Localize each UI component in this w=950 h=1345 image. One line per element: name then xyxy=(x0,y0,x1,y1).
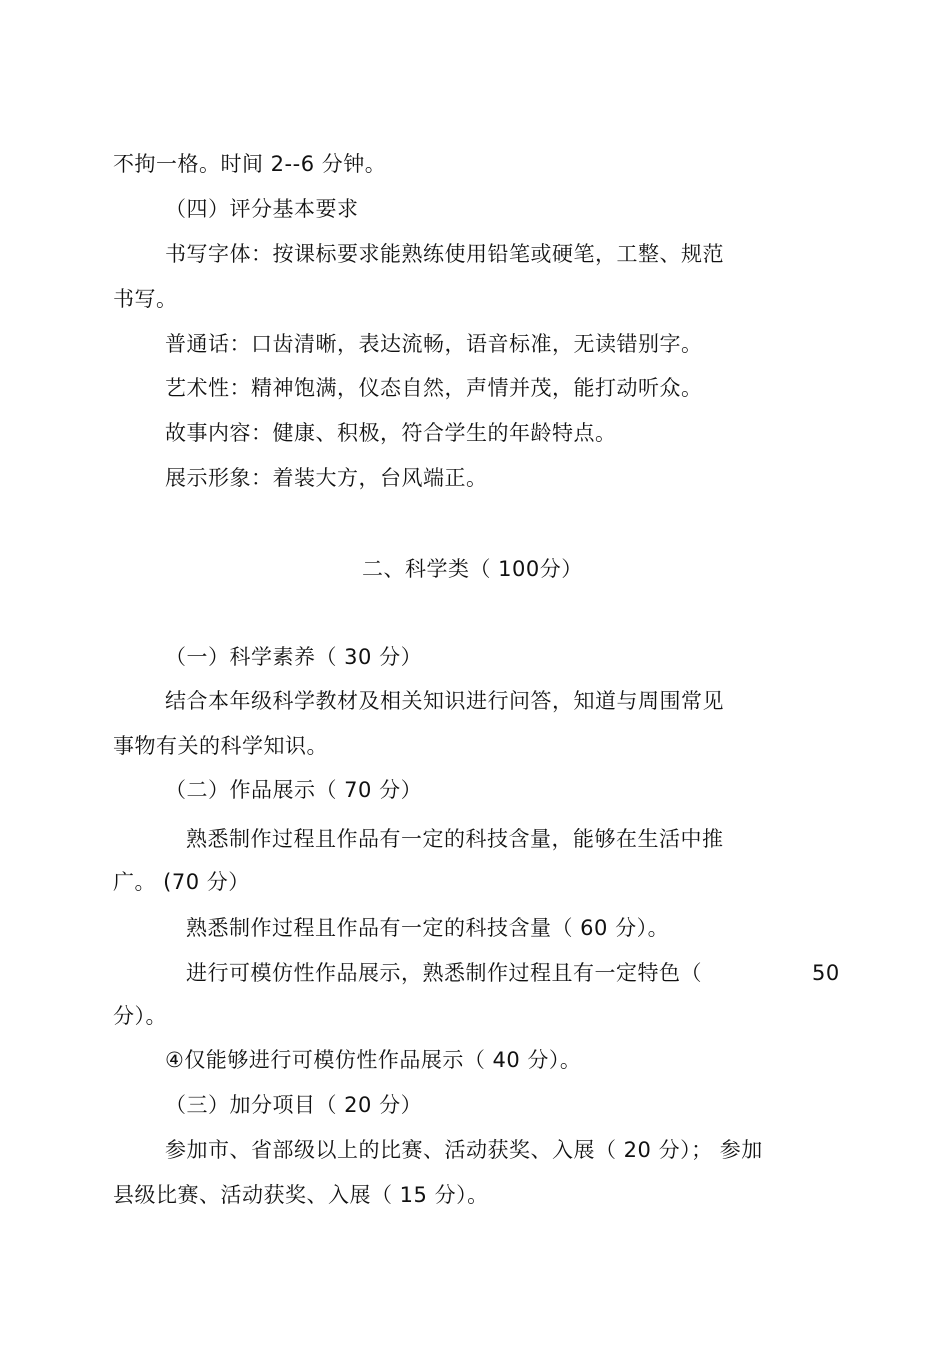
text-line: 进行可模仿性作品展示，熟悉制作过程且有一定特色（ xyxy=(186,961,702,985)
text-line: 参加市、省部级以上的比赛、活动获奖、入展（ 20 分）； 参加 xyxy=(165,1138,763,1162)
text-line: 事物有关的科学知识。 xyxy=(113,734,328,758)
text-line: 不拘一格。时间 2--6 分钟。 xyxy=(113,152,387,176)
text-line: 书写。 xyxy=(113,287,178,311)
section-heading: （一）科学素养（ 30 分） xyxy=(165,645,423,669)
chapter-heading: 二、科学类（ 100分） xyxy=(362,557,583,581)
text-line: 结合本年级科学教材及相关知识进行问答，知道与周围常见 xyxy=(165,689,724,713)
text-line: 县级比赛、活动获奖、入展（ 15 分）。 xyxy=(113,1183,489,1207)
text-line: 分）。 xyxy=(113,1004,167,1028)
score-value: 50 xyxy=(812,961,840,985)
text-line: 熟悉制作过程且作品有一定的科技含量，能够在生活中推 xyxy=(186,827,724,851)
section-heading: （四）评分基本要求 xyxy=(165,197,359,221)
text-line: 普通话：口齿清晰，表达流畅，语音标准，无读错别字。 xyxy=(165,332,703,356)
text-line: ④仅能够进行可模仿性作品展示（ 40 分）。 xyxy=(165,1048,582,1072)
text-line: 书写字体：按课标要求能熟练使用铅笔或硬笔，工整、规范 xyxy=(165,242,724,266)
text-line: 艺术性：精神饱满，仪态自然，声情并茂，能打动听众。 xyxy=(165,376,703,400)
section-heading: （三）加分项目（ 20 分） xyxy=(165,1093,423,1117)
text-line: 展示形象：着装大方，台风端正。 xyxy=(165,466,488,490)
section-heading: （二）作品展示（ 70 分） xyxy=(165,778,423,802)
text-line: 熟悉制作过程且作品有一定的科技含量（ 60 分）。 xyxy=(186,916,670,940)
text-line: 故事内容：健康、积极，符合学生的年龄特点。 xyxy=(165,421,617,445)
text-line: 广。 (70 分） xyxy=(113,870,250,894)
